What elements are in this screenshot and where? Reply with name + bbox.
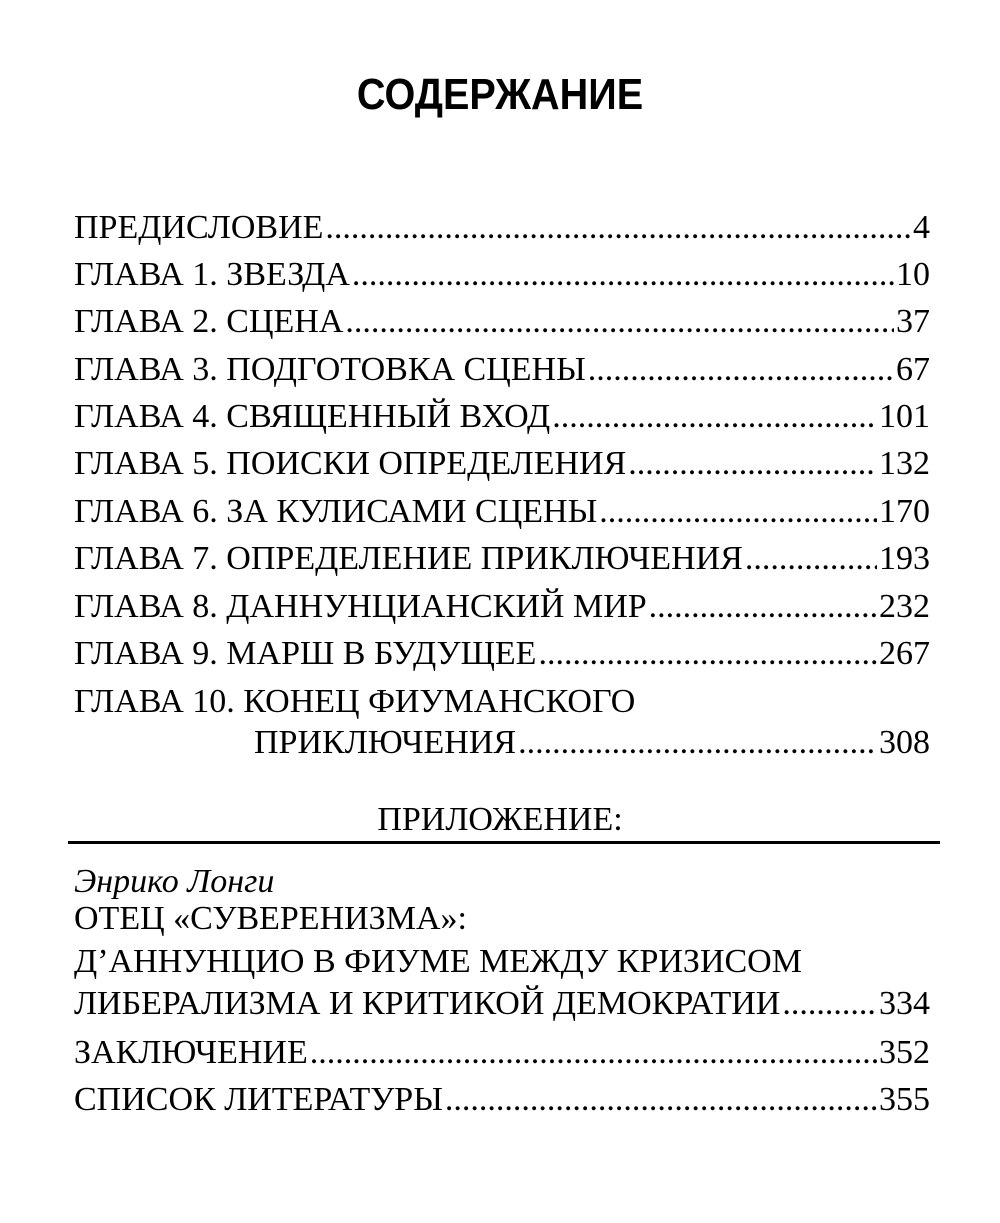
page-title: СОДЕРЖАНИЕ	[356, 70, 644, 119]
dot-leader	[345, 300, 894, 344]
appendix-title-line-2[interactable]: Д’АННУНЦИО В ФИУМЕ МЕЖДУ КРИЗИСОМ	[74, 943, 802, 980]
toc-entry-label: ЛИБЕРАЛИЗМА И КРИТИКОЙ ДЕМОКРАТИИ	[74, 985, 781, 1022]
toc-entry-chapter-3[interactable]	[74, 348, 930, 392]
dot-leader	[352, 253, 894, 297]
toc-entry-label: ЗАКЛЮЧЕНИЕ	[74, 1034, 308, 1071]
dot-leader	[599, 490, 877, 534]
toc-entry-chapter-1[interactable]	[74, 253, 930, 297]
toc-entry-label: ПРЕДИСЛОВИЕ	[74, 209, 324, 246]
toc-entry-page: 352	[879, 1034, 930, 1071]
toc-entry-chapter-5[interactable]	[74, 442, 930, 486]
appendix-author: Энрико Лонги	[74, 863, 275, 900]
toc-entry-label: ПРИКЛЮЧЕНИЯ	[254, 724, 517, 761]
toc-entry-page: 334	[879, 985, 930, 1022]
toc-entry-label: ГЛАВА 7. ОПРЕДЕЛЕНИЕ ПРИКЛЮЧЕНИЯ	[74, 540, 743, 577]
toc-entry-label: ГЛАВА 6. ЗА КУЛИСАМИ СЦЕНЫ	[74, 493, 598, 530]
toc-entry-appendix[interactable]	[74, 982, 930, 1026]
dot-leader	[325, 206, 911, 250]
toc-entry-page: 193	[879, 540, 930, 577]
toc-entry-label: ГЛАВА 2. СЦЕНА	[74, 303, 344, 340]
toc-entry-conclusion[interactable]	[74, 1031, 930, 1075]
toc-entry-chapter-6[interactable]	[74, 490, 930, 534]
toc-entry-chapter-10[interactable]	[254, 721, 930, 765]
dot-leader	[538, 632, 877, 676]
toc-entry-page: 101	[879, 398, 930, 435]
toc-entry-page: 4	[913, 209, 930, 246]
dot-leader	[745, 537, 877, 581]
dot-leader	[628, 442, 877, 486]
toc-entry-preface[interactable]	[74, 206, 930, 250]
toc-entry-label: СПИСОК ЛИТЕРАТУРЫ	[74, 1081, 443, 1118]
dot-leader	[445, 1078, 877, 1122]
toc-entry-chapter-2[interactable]	[74, 300, 930, 344]
dot-leader	[310, 1031, 877, 1075]
toc-entry-page: 355	[879, 1081, 930, 1118]
toc-entry-chapter-9[interactable]	[74, 632, 930, 676]
toc-entry-page: 10	[896, 256, 930, 293]
divider-rule	[68, 841, 940, 844]
dot-leader	[588, 348, 894, 392]
toc-entry-page: 132	[879, 445, 930, 482]
toc-entry-page: 37	[896, 303, 930, 340]
dot-leader	[649, 585, 877, 629]
appendix-title-line-1[interactable]: ОТЕЦ «СУВЕРЕНИЗМА»:	[74, 900, 467, 937]
toc-entry-chapter-8[interactable]	[74, 585, 930, 629]
dot-leader	[552, 395, 877, 439]
toc-entry-page: 67	[896, 351, 930, 388]
toc-entry-page: 232	[879, 588, 930, 625]
toc-entry-page: 308	[879, 724, 930, 761]
dot-leader	[782, 982, 877, 1026]
toc-entry-page: 170	[879, 493, 930, 530]
dot-leader	[518, 721, 877, 765]
toc-entry-label: ГЛАВА 5. ПОИСКИ ОПРЕДЕЛЕНИЯ	[74, 445, 627, 482]
toc-entry-label: ГЛАВА 4. СВЯЩЕННЫЙ ВХОД	[74, 398, 551, 435]
toc-entry-chapter-10-title[interactable]: ГЛАВА 10. КОНЕЦ ФИУМАНСКОГО	[74, 683, 636, 720]
toc-entry-chapter-7[interactable]	[74, 537, 930, 581]
toc-entry-page: 267	[879, 635, 930, 672]
appendix-heading: ПРИЛОЖЕНИЕ:	[377, 801, 623, 838]
toc-entry-chapter-4[interactable]	[74, 395, 930, 439]
toc-entry-label: ГЛАВА 1. ЗВЕЗДА	[74, 256, 350, 293]
toc-entry-bibliography[interactable]	[74, 1078, 930, 1122]
toc-entry-label: ГЛАВА 8. ДАННУНЦИАНСКИЙ МИР	[74, 588, 647, 625]
toc-entry-label: ГЛАВА 3. ПОДГОТОВКА СЦЕНЫ	[74, 351, 586, 388]
toc-entry-label: ГЛАВА 9. МАРШ В БУДУЩЕЕ	[74, 635, 537, 672]
